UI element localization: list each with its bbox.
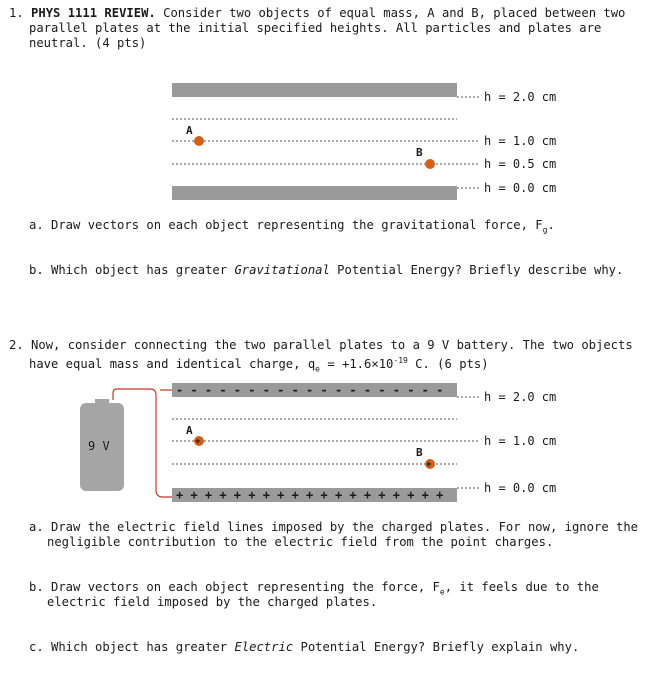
q2-object-b-label: B: [416, 446, 423, 459]
q1-part-a: a. Draw vectors on each object representing the gravitational force, $F_g$.: [29, 218, 555, 235]
q1-number: 1.: [9, 6, 24, 20]
q2-part-a-line-1: a. Draw the electric field lines imposed by the charged plates. For now, ignore the: [29, 520, 639, 534]
q1-height-label-2cm: h = 2.0 cm: [484, 90, 557, 104]
q1-title: PHYS 1111 REVIEW.: [31, 6, 156, 20]
q1-height-label-0cm: h = 0.0 cm: [484, 181, 557, 195]
q2-bottom-plate-signs: + + + + + + + + + + + + + + + + + + +: [176, 488, 444, 502]
q1-part-b: b. Which object has greater Gravitational Potential Energy? Briefly describe why.: [29, 263, 624, 277]
q2-object-a-plus-icon: +: [195, 437, 201, 447]
q1-object-b-label: B: [416, 146, 423, 159]
q2-part-c: c. Which object has greater Electric Potential Energy? Briefly explain why.: [29, 640, 580, 654]
q2-height-label-1cm: h = 1.0 cm: [484, 434, 557, 448]
q2-line-2: have equal mass and identical charge, $q_e = +1.6\times 10^{-19}$ C. (6 pts): [29, 356, 489, 374]
q2-part-a-line-2: negligible contribution to the electric field from the point charges.: [47, 535, 554, 549]
q2-battery-terminal: [95, 399, 109, 404]
q1-line-3: neutral. (4 pts): [29, 36, 147, 50]
q2-height-label-0cm: h = 0.0 cm: [484, 481, 557, 495]
q1-height-label-0-5cm: h = 0.5 cm: [484, 157, 557, 171]
q2-height-label-2cm: h = 2.0 cm: [484, 390, 557, 404]
q2-battery-label: 9 V: [88, 439, 110, 453]
q2-top-plate-signs: - - - - - - - - - - - - - - - - - - -: [176, 383, 444, 397]
q2-part-b-line-1: b. Draw vectors on each object representing the force, $F_e$, it feels due to the: [29, 580, 599, 597]
q1-height-label-1cm: h = 1.0 cm: [484, 134, 557, 148]
q2-object-a-label: A: [186, 424, 193, 437]
q1-intro-text: Consider two objects of equal mass, A and B, placed between two: [155, 6, 626, 20]
q2-part-b-line-2: electric field imposed by the charged plates.: [47, 595, 378, 609]
q2-line-1: 2. Now, consider connecting the two parallel plates to a 9 V battery. The two objects: [9, 338, 633, 352]
q2-object-b-plus-icon: +: [426, 460, 432, 470]
q1-line-2: parallel plates at the initial specified heights. All particles and plates are: [29, 21, 602, 35]
q1-object-a-label: A: [186, 124, 193, 137]
